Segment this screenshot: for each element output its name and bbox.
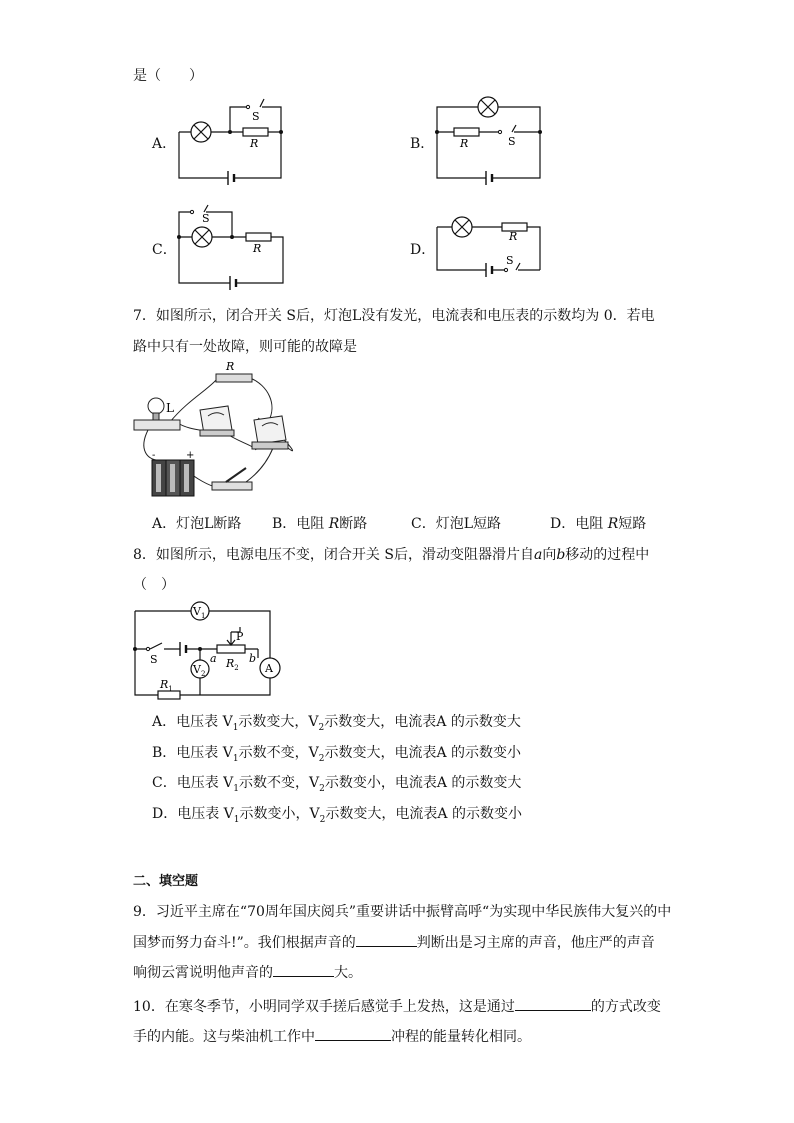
q9-stem-part: 大。 [334, 965, 362, 981]
q6-circuit-d [430, 200, 555, 292]
option-text: 电阻 [296, 516, 329, 532]
q6-tail: 是（ ） [133, 68, 203, 84]
q9-stem-part: 判断出是习主席的声音，他庄严的声音 [416, 935, 655, 951]
option-text: 示数变大，电流表A 的示数变大 [324, 714, 521, 730]
option-label: B． [272, 516, 297, 532]
option-text: 电压表 V [176, 745, 233, 761]
q8-stem-line2: （ ） [133, 577, 175, 593]
section-title: 二、填空题 [133, 874, 199, 889]
resistor-label: R [509, 230, 518, 243]
r1-label: $R_1$ [160, 678, 173, 693]
r2-label: $R_2$ [226, 657, 239, 672]
option-text: 示数变大，电流表A 的示数变小 [324, 745, 522, 761]
q10-stem-part: 的方式改变 [590, 999, 661, 1015]
q6-circuit-a [170, 95, 295, 187]
ammeter-label: A [265, 662, 273, 675]
q6-circuit-c [170, 200, 295, 292]
q8-option-a[interactable] [152, 712, 521, 738]
end-b-label: b [249, 652, 257, 665]
q8-var-b: b [556, 547, 566, 563]
answer-blank[interactable] [273, 962, 334, 977]
fig-plus-label: + [186, 450, 195, 461]
q6-option-a-label[interactable]: A． [152, 136, 177, 152]
q7-apparatus-figure [128, 360, 308, 505]
option-text: 示数变大，V [238, 714, 319, 730]
switch-icon [212, 482, 252, 490]
option-sub: 2 [318, 722, 325, 733]
answer-blank[interactable] [515, 996, 591, 1011]
q8-stem-part: 8．如图所示，电源电压不变，闭合开关 S后，滑动变阻器滑片自 [133, 547, 534, 563]
battery-pack-icon [152, 460, 194, 496]
q6-option-b-label[interactable]: B． [410, 136, 435, 152]
option-label: C． [152, 775, 177, 791]
lamp-base [134, 420, 180, 430]
bulb-icon [148, 398, 164, 414]
q9-stem-part: 国梦而努力奋斗!”。我们根据声音的 [133, 935, 356, 951]
resistor-label: R [460, 137, 469, 150]
q7-option-a[interactable] [152, 514, 241, 534]
resistor-icon [216, 374, 252, 382]
resistor-label: R [250, 137, 259, 150]
option-text: 示数变小，电流表A 的示数变大 [324, 775, 522, 791]
q9-stem-line2 [133, 932, 655, 953]
option-text: 灯泡L断路 [176, 516, 242, 532]
v2-label: $V_2$ [193, 663, 206, 678]
ammeter-icon [254, 416, 286, 444]
resistor-icon [243, 128, 268, 136]
option-text: 示数变小，V [239, 806, 320, 822]
option-sub: 2 [319, 814, 326, 825]
q9-stem-line1: 9．习近平主席在“70周年国庆阅兵”重要讲话中振臂高呼“为实现中华民族伟大复兴的中 [133, 904, 672, 920]
q7-option-d[interactable] [550, 514, 646, 534]
switch-label: S [508, 135, 516, 148]
fig-resistor-label: R [226, 360, 235, 373]
fig-minus-label: - [152, 450, 156, 461]
option-sub: 1 [232, 753, 239, 764]
q9-stem-part: 响彻云霄说明他声音的 [133, 965, 273, 981]
q8-circuit-figure [128, 600, 288, 704]
q8-stem-line1 [133, 545, 649, 565]
q6-circuit-b [430, 95, 555, 187]
resistor-icon [246, 233, 271, 241]
option-label: D． [152, 806, 178, 822]
option-text: 断路 [339, 516, 368, 532]
q6-option-c-label[interactable]: C． [152, 242, 177, 258]
q8-var-a: a [533, 547, 543, 563]
end-a-label: a [210, 652, 217, 665]
option-text: 电压表 V [177, 806, 234, 822]
q10-stem-line1 [133, 996, 661, 1017]
option-label: A． [152, 714, 177, 730]
rheostat-icon [217, 645, 245, 653]
q8-option-c[interactable] [152, 773, 521, 799]
option-text: 电压表 V [176, 775, 234, 791]
q6-option-d-label[interactable]: D． [410, 242, 436, 258]
q8-option-d[interactable] [152, 804, 522, 830]
option-sub: 1 [232, 722, 239, 733]
v1-label: $V_1$ [193, 605, 206, 620]
q8-option-b[interactable] [152, 743, 521, 769]
resistor-label: R [253, 242, 262, 255]
option-sub: 1 [233, 783, 240, 794]
fig-lamp-label: L [166, 401, 174, 415]
q7-stem-line2: 路中只有一处故障，则可能的故障是 [133, 339, 357, 355]
option-var: R [607, 516, 619, 532]
slider-p-label: P [236, 630, 244, 643]
q10-stem-part: 10．在寒冬季节，小明同学双手搓后感觉手上发热，这是通过 [133, 999, 515, 1015]
option-text: 电压表 V [176, 714, 233, 730]
q9-stem-line3 [133, 962, 362, 983]
resistor-icon [454, 128, 479, 136]
option-var: R [328, 516, 340, 532]
option-text: 短路 [618, 516, 647, 532]
option-text: 示数不变，V [238, 745, 319, 761]
q10-stem-line2 [133, 1026, 531, 1047]
option-label: B． [152, 745, 177, 761]
q7-option-b[interactable] [272, 514, 367, 534]
q10-stem-part: 手的内能。这与柴油机工作中 [133, 1029, 315, 1045]
option-sub: 2 [319, 783, 325, 794]
switch-label: S [506, 254, 514, 267]
q8-stem-part: 移动的过程中 [565, 547, 650, 563]
q8-stem-part: 向 [542, 547, 557, 563]
option-label: C． [411, 516, 436, 532]
option-sub: 1 [233, 814, 240, 825]
q10-stem-part: 冲程的能量转化相同。 [391, 1029, 531, 1045]
option-sub: 2 [318, 753, 325, 764]
option-text: 示数不变，V [239, 775, 320, 791]
option-text: 电阻 [575, 516, 608, 532]
option-text: 示数变大，电流表A 的示数变小 [325, 806, 522, 822]
switch-label: S [252, 110, 260, 123]
q7-option-c[interactable] [411, 514, 501, 534]
answer-blank[interactable] [315, 1026, 391, 1041]
option-label: D． [550, 516, 576, 532]
switch-label: S [150, 653, 158, 666]
switch-label: S [202, 212, 210, 225]
answer-blank[interactable] [356, 932, 417, 947]
q7-stem-line1: 7．如图所示，闭合开关 S后，灯泡L没有发光，电流表和电压表的示数均为 0．若电 [133, 308, 655, 324]
option-label: A． [152, 516, 177, 532]
option-text: 灯泡L短路 [435, 516, 502, 532]
